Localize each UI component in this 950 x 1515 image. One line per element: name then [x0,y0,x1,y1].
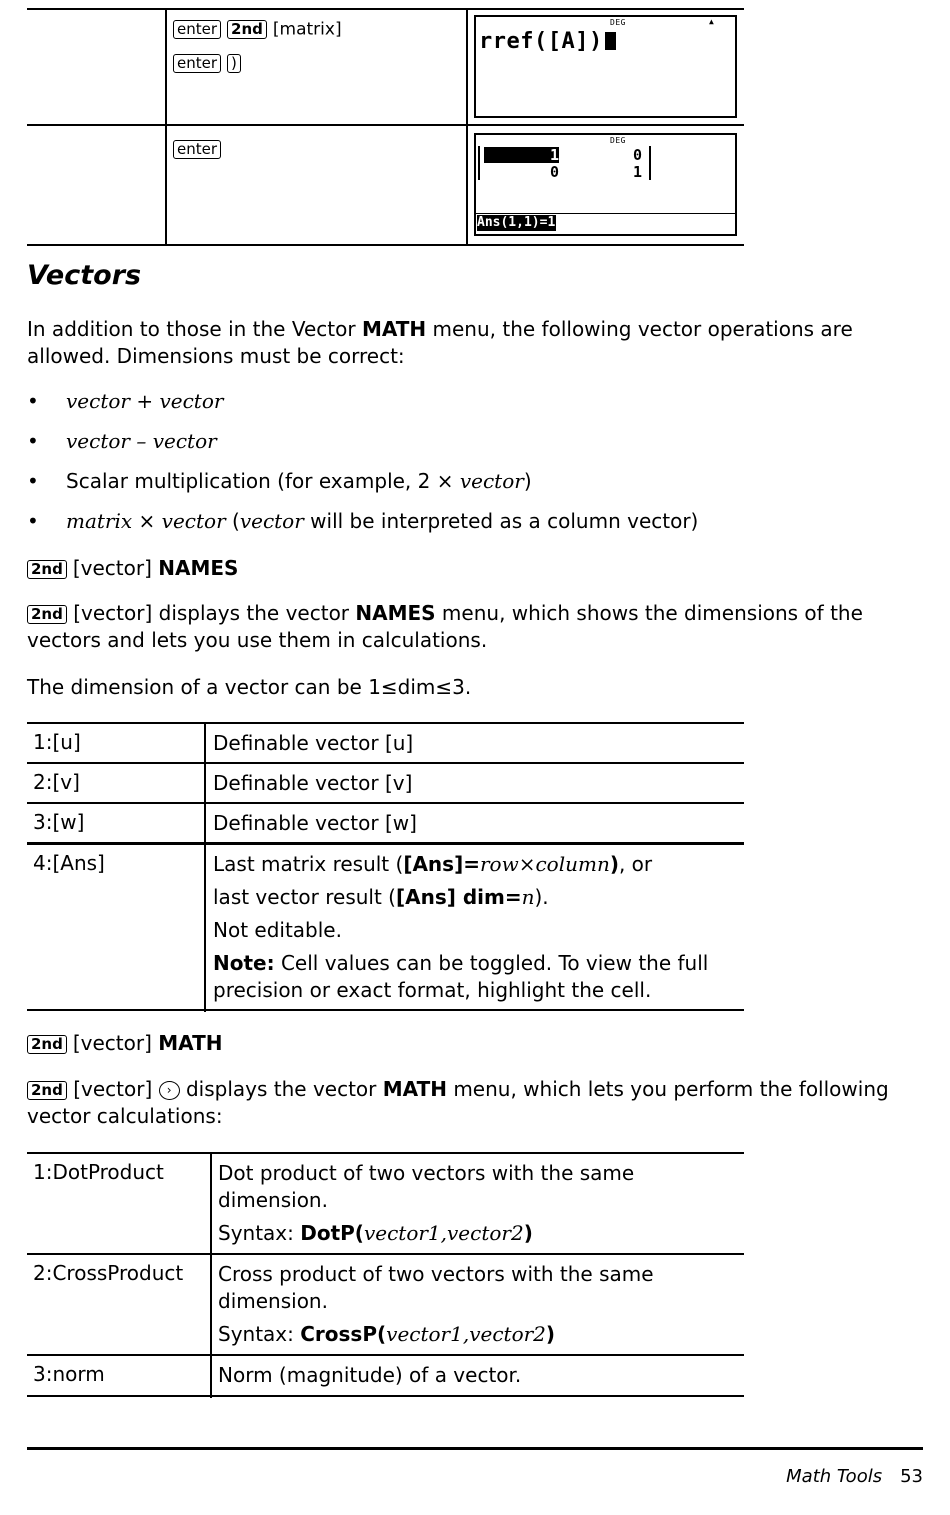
matrix-cell: 0 [632,146,642,164]
list-item: • vector – vector [27,429,217,453]
names-heading: 2nd [vector] NAMES [27,555,922,582]
bullet-icon: • [27,469,39,493]
calculator-screen [474,133,737,236]
mode-indicator: DEG [610,136,626,145]
bullet-icon: • [27,509,39,533]
table-rule [27,244,744,246]
close-paren-key: ) [227,54,241,73]
2nd-key: 2nd [27,560,67,579]
dimension-paragraph: The dimension of a vector can be 1≤dim≤3. [27,675,472,699]
table-row: 2:[v] Definable vector [v] [27,764,744,804]
example-table [27,8,744,246]
status-line: Ans(1,1)=1 [477,215,556,230]
2nd-key: 2nd [27,1081,67,1100]
screen-entry: rref([A]) [479,29,616,54]
key-sequence [173,136,227,160]
matrix-cell: 0 [549,163,559,181]
bullet-icon: • [27,429,39,453]
names-paragraph: 2nd [vector] displays the vector NAMES menu, which shows the dimensions of the vectors and lets you use them in calculations. [27,601,863,652]
mode-indicator: DEG [610,18,626,27]
math-heading: 2nd [vector] MATH [27,1030,922,1057]
matrix-bracket-right [649,146,651,180]
table-divider [466,8,468,246]
table-row: 4:[Ans] Last matrix result ([Ans]=row×column), or last vector result ([Ans] dim=n). Not editable. Note: Cell values can be toggled. To view the full precision or exact format, highlight the cell. [27,844,744,1011]
table-row: 1:[u] Definable vector [u] [27,724,744,764]
section-title: Vectors [27,260,142,291]
enter-key: enter [173,20,221,39]
table-row: 3:norm Norm (magnitude) of a vector. [27,1356,744,1397]
key-sequence [173,16,342,40]
2nd-key: 2nd [27,1035,67,1054]
names-table [27,722,744,1011]
page-number: 53 [900,1466,923,1487]
list-item: • matrix × vector (vector will be interpreted as a column vector) [27,509,699,533]
intro-paragraph: In addition to those in the Vector MATH menu, the following vector operations are allowed. Dimensions must be correct: [27,317,853,368]
list-item: • Scalar multiplication (for example, 2 × vector) [27,469,532,493]
footer-rule [27,1447,923,1450]
matrix-cell: 1 [632,163,642,181]
table-rule [27,8,744,10]
matrix-bracket-left [478,146,480,180]
matrix-cell-selected: 1 [484,147,559,163]
enter-key: enter [173,140,221,159]
math-paragraph: 2nd [vector] › displays the vector MATH menu, which lets you perform the following vector calculations: [27,1077,889,1128]
status-divider [476,213,735,214]
2nd-key: 2nd [27,605,67,624]
2nd-key: 2nd [227,20,267,39]
cursor-icon [605,32,616,50]
list-item: • vector + vector [27,389,224,413]
page-footer [786,1466,923,1487]
matrix-label: [matrix] [272,19,342,40]
key-sequence [173,50,247,74]
table-rule [27,124,744,126]
table-row: 3:[w] Definable vector [w] [27,804,744,844]
math-table [27,1152,744,1397]
bullet-icon: • [27,389,39,413]
scroll-up-icon: ▲ [709,17,714,26]
right-arrow-icon: › [159,1081,180,1100]
enter-key: enter [173,54,221,73]
table-row: 2:CrossProduct Cross product of two vectors with the same dimension. Syntax: CrossP(vector1,vector2) [27,1255,744,1356]
footer-section: Math Tools [786,1466,883,1487]
calculator-screen [474,15,737,118]
table-divider [165,8,167,246]
table-row: 1:DotProduct Dot product of two vectors with the same dimension. Syntax: DotP(vector1,vector2) [27,1154,744,1255]
